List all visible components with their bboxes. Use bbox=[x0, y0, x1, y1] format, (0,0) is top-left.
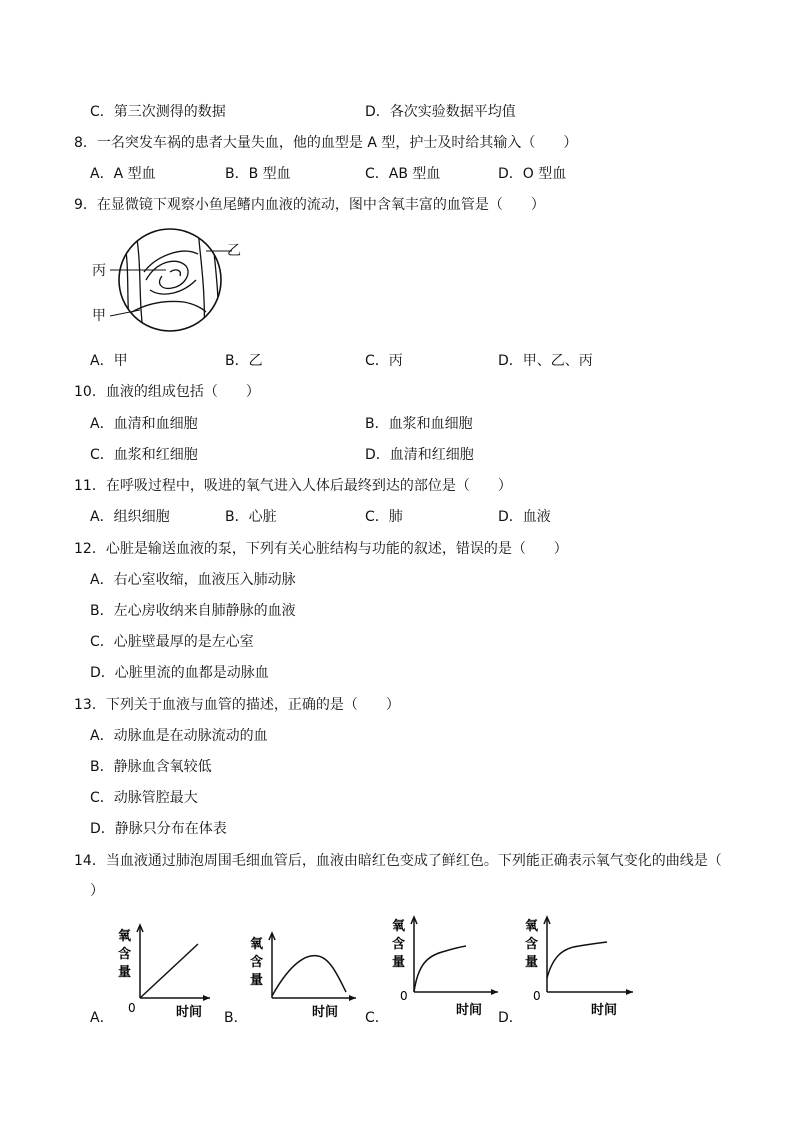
q14-option-b: B． bbox=[224, 1010, 248, 1026]
q12-option-c: C．心脏壁最厚的是左心室 bbox=[90, 634, 254, 650]
q7-option-c: C．第三次测得的数据 bbox=[90, 104, 226, 120]
q14-option-a: A． bbox=[90, 1010, 114, 1026]
q13-stem: 13．下列关于血液与血管的描述，正确的是（ ） bbox=[74, 697, 400, 713]
q8-option-d: D．O 型血 bbox=[498, 166, 567, 182]
q7-option-d: D．各次实验数据平均值 bbox=[365, 104, 516, 120]
q14-graph-c bbox=[390, 912, 500, 1020]
graph-c-xlabel: 时间 bbox=[456, 1003, 483, 1018]
q10-option-a: A．血清和血细胞 bbox=[90, 416, 198, 432]
graph-c-ylabel-2: 含 bbox=[392, 937, 406, 952]
q12-option-a: A．右心室收缩，血液压入肺动脉 bbox=[90, 572, 296, 588]
graph-a-ylabel-3: 量 bbox=[118, 965, 132, 980]
q9-label-bing: 丙 bbox=[92, 263, 106, 279]
q14-option-c: C． bbox=[365, 1010, 389, 1026]
q11-option-d: D．血液 bbox=[498, 509, 551, 525]
q8-option-a: A．A 型血 bbox=[90, 166, 156, 182]
graph-c-origin: 0 bbox=[400, 989, 408, 1003]
q9-label-jia: 甲 bbox=[92, 308, 106, 324]
graph-d-ylabel-3: 量 bbox=[525, 955, 539, 970]
q14-graph-b bbox=[246, 920, 356, 1025]
graph-d-ylabel-1: 氧 bbox=[525, 919, 539, 934]
graph-b-ylabel-3: 量 bbox=[250, 973, 264, 988]
q12-option-d: D．心脏里流的血都是动脉血 bbox=[90, 665, 269, 681]
q9-option-b: B．乙 bbox=[225, 353, 263, 369]
graph-b-ylabel-2: 含 bbox=[250, 955, 264, 970]
graph-b-ylabel-1: 氧 bbox=[250, 937, 264, 952]
graph-a-xlabel: 时间 bbox=[176, 1005, 203, 1020]
q8-stem: 8．一名突发车祸的患者大量失血，他的血型是 A 型，护士及时给其输入（ ） bbox=[74, 135, 578, 151]
q13-option-a: A．动脉血是在动脉流动的血 bbox=[90, 728, 268, 744]
q10-option-c: C．血浆和红细胞 bbox=[90, 447, 198, 463]
q9-label-yi: 乙 bbox=[227, 243, 241, 259]
graph-d-ylabel-2: 含 bbox=[525, 937, 539, 952]
q10-option-d: D．血清和红细胞 bbox=[365, 447, 474, 463]
q10-stem: 10．血液的组成包括（ ） bbox=[74, 384, 260, 400]
graph-a-ylabel-1: 氧 bbox=[118, 929, 132, 944]
q14-graph-a bbox=[110, 920, 210, 1025]
q8-option-c: C．AB 型血 bbox=[365, 166, 441, 182]
q14-graph-d bbox=[523, 912, 635, 1020]
q12-option-b: B．左心房收纳来自肺静脉的血液 bbox=[90, 603, 296, 619]
q11-option-c: C．肺 bbox=[365, 509, 403, 525]
q14-option-d: D． bbox=[498, 1010, 523, 1026]
graph-c-ylabel-1: 氧 bbox=[392, 919, 406, 934]
graph-d-xlabel: 时间 bbox=[591, 1003, 618, 1018]
q9-option-c: C．丙 bbox=[365, 353, 403, 369]
q11-stem: 11．在呼吸过程中，吸进的氧气进入人体后最终到达的部位是（ ） bbox=[74, 478, 512, 494]
q14-stem-end: ） bbox=[90, 883, 104, 899]
q12-stem: 12．心脏是输送血液的泵，下列有关心脏结构与功能的叙述，错误的是（ ） bbox=[74, 541, 568, 557]
graph-a-origin: 0 bbox=[128, 1001, 136, 1015]
q8-option-b: B．B 型血 bbox=[225, 166, 291, 182]
q13-option-b: B．静脉血含氧较低 bbox=[90, 759, 212, 775]
q11-option-a: A．组织细胞 bbox=[90, 509, 170, 525]
graph-b-xlabel: 时间 bbox=[312, 1005, 339, 1020]
q10-option-b: B．血浆和血细胞 bbox=[365, 416, 473, 432]
q9-option-a: A．甲 bbox=[90, 353, 128, 369]
graph-a-ylabel-2: 含 bbox=[118, 947, 132, 962]
q11-option-b: B．心脏 bbox=[225, 509, 277, 525]
q9-stem: 9．在显微镜下观察小鱼尾鳍内血液的流动，图中含氧丰富的血管是（ ） bbox=[74, 197, 545, 213]
q13-option-c: C．动脉管腔最大 bbox=[90, 790, 198, 806]
q9-option-d: D．甲、乙、丙 bbox=[498, 353, 593, 369]
q13-option-d: D．静脉只分布在体表 bbox=[90, 821, 227, 837]
q14-stem: 14．当血液通过肺泡周围毛细血管后，血液由暗红色变成了鲜红色。下列能正确表示氧气变化的曲线是（ bbox=[74, 853, 722, 869]
graph-c-ylabel-3: 量 bbox=[392, 955, 406, 970]
graph-d-origin: 0 bbox=[533, 989, 541, 1003]
